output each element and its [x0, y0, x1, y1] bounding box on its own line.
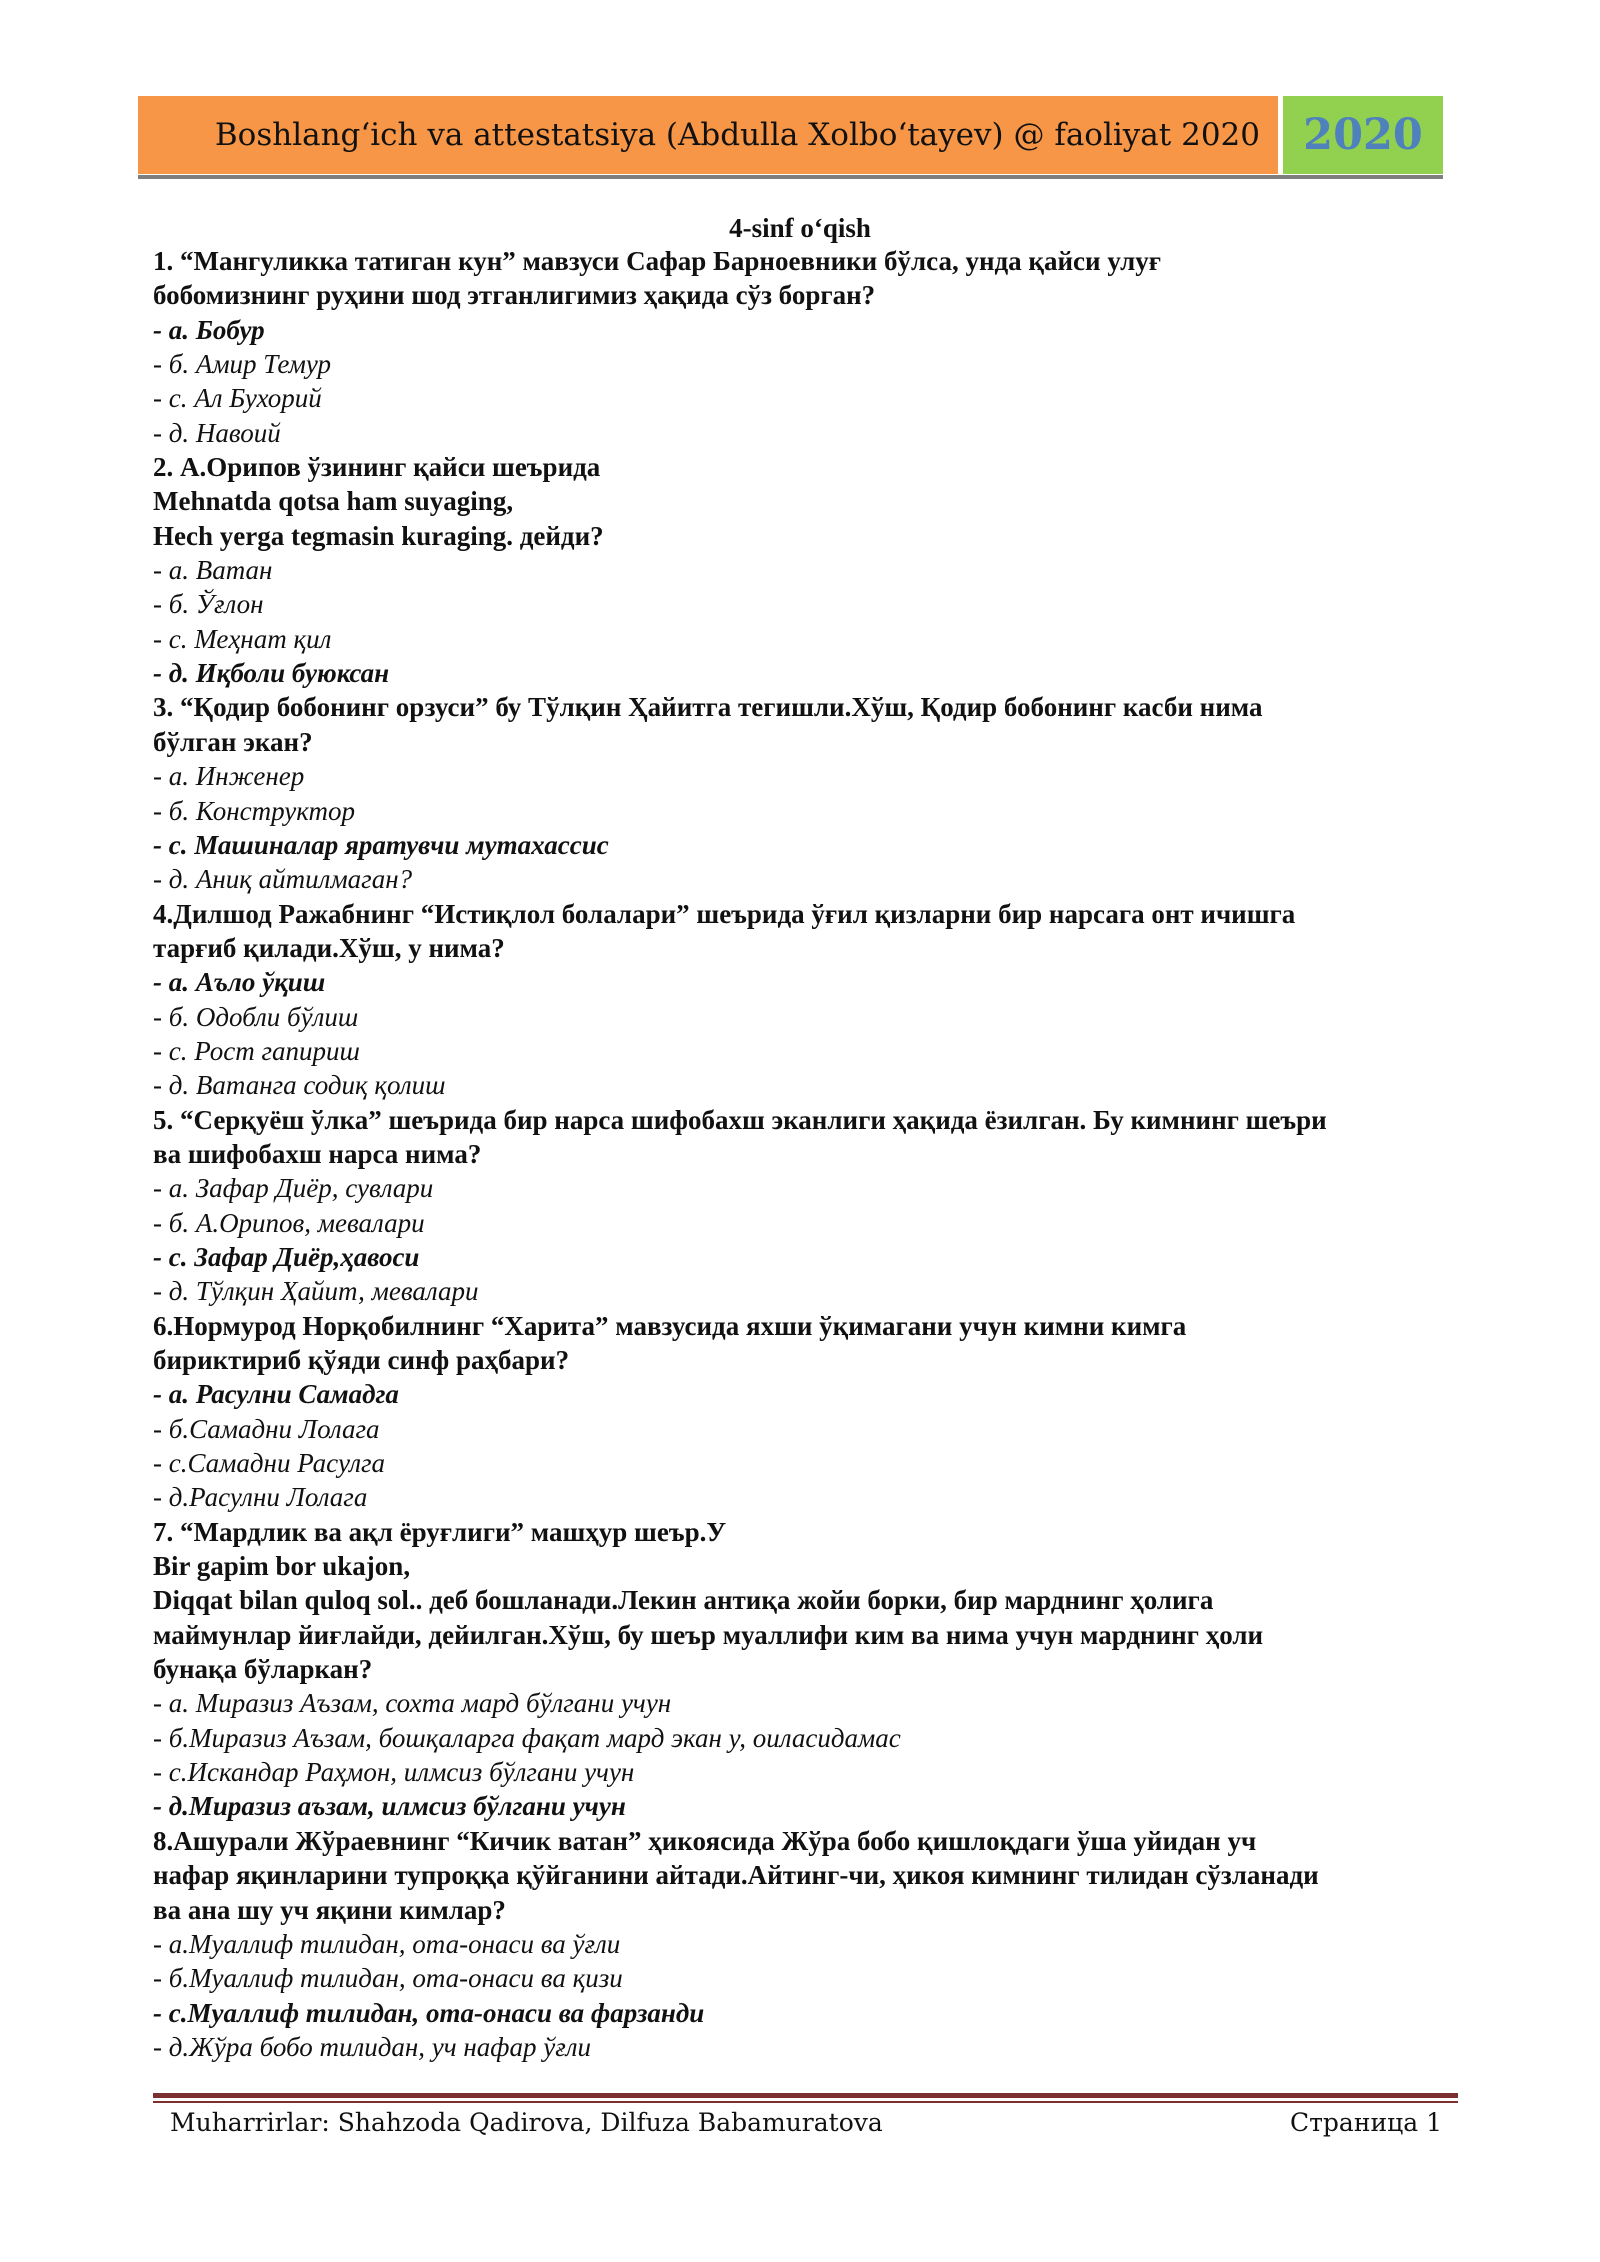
answer-option: - б.Миразиз Аъзам, бошқаларга фақат мард экан у, оиласидамас [153, 1722, 901, 1753]
answer-option: - а. Ватан [153, 555, 273, 586]
question-line: ва ана шу уч яқини кимлар? [153, 1894, 506, 1925]
question-line: маймунлар йиғлайди, дейилган.Хўш, бу шеър муаллифи ким ва нима учун марднинг ҳоли [153, 1619, 1264, 1650]
header-year: 2020 [1303, 110, 1423, 160]
answer-option: - а. Миразиз Аъзам, сохта мард бўлгани учун [153, 1688, 672, 1719]
answer-option-correct: - д. Иқболи буюксан [153, 658, 390, 689]
answer-option: - д.Расулни Лолага [153, 1482, 368, 1513]
answer-option: - с. Ал Бухорий [153, 383, 322, 414]
question-line: 7. “Мардлик ва ақл ёруғлиги” машҳур шеър.У [153, 1516, 727, 1547]
answer-option: - б. Одобли бўлиш [153, 1001, 359, 1032]
answer-option-correct: - д.Миразиз аъзам, илмсиз бўлгани учун [153, 1791, 626, 1822]
answer-option-correct: - а. Бобур [153, 314, 265, 345]
question-line: ва шифобахш нарса нима? [153, 1138, 482, 1169]
answer-option: - д. Ватанга содиқ қолиш [153, 1070, 446, 1101]
question-line: Bir gapim bor ukajon, [153, 1551, 411, 1582]
answer-option: - б.Самадни Лолага [153, 1413, 380, 1444]
footer-divider [153, 2093, 1458, 2098]
answer-option-correct: - с. Машиналар яратувчи мутахассис [153, 829, 609, 860]
question-line: 6.Нормурод Норқобилнинг “Харита” мавзусида яхши ўқимагани учун кимни кимга [153, 1310, 1187, 1341]
question-line: 5. “Серқуёш ўлка” шеърида бир нарса шифобахш эканлиги ҳақида ёзилган. Бу кимнинг шеъри [153, 1104, 1327, 1135]
question-line: бўлган экан? [153, 726, 313, 757]
answer-option: - с. Меҳнат қил [153, 623, 332, 654]
answer-option: - а. Зафар Диёр, сувлари [153, 1173, 434, 1204]
footer-editors: Muharrirlar: Shahzoda Qadirova, Dilfuza Babamuratova [170, 2108, 883, 2137]
answer-option: - б.Муаллиф тилидан, ота-онаси ва қизи [153, 1963, 623, 1994]
answer-option: - б. Ўғлон [153, 589, 264, 620]
answer-option-correct: - с. Зафар Диёр,ҳавоси [153, 1241, 420, 1272]
question-line: нафар яқинларини тупроққа қўйганини айтади.Айтинг-чи, ҳикоя кимнинг тилидан сўзланади [153, 1860, 1319, 1891]
answer-option: - д. Аниқ айтилмаган? [153, 864, 413, 895]
question-line: 4.Дилшод Ражабнинг “Истиқлол болалари” шеърида ўғил қизларни бир нарсага онт ичишга [153, 898, 1296, 929]
header-year-box [1283, 96, 1443, 174]
question-line: бириктириб қўяди синф раҳбари? [153, 1345, 570, 1375]
question-line: 1. “Мангуликка татиган кун” мавзуси Сафар Барноевники бўлса, унда қайси улуғ [153, 246, 1162, 276]
question-line: 8.Ашурали Жўраевнинг “Кичик ватан” ҳикоясида Жўра бобо қишлоқдаги ўша уйидан уч [153, 1825, 1257, 1856]
header-title-bar [138, 96, 1278, 174]
footer-divider-thin [153, 2101, 1458, 2103]
answer-option: - б. Амир Темур [153, 349, 332, 380]
page-header [138, 96, 1443, 174]
question-line: Mehnatda qotsa ham suyaging, [153, 486, 514, 517]
answer-option: - с.Самадни Расулга [153, 1448, 386, 1479]
answer-option: - д. Тўлқин Ҳайит, мевалари [153, 1276, 479, 1307]
answer-option: - б. А.Орипов, мевалари [153, 1207, 425, 1238]
answer-option-correct: - а. Аъло ўқиш [153, 967, 326, 998]
answer-option: - а.Муаллиф тилидан, ота-онаси ва ўғли [153, 1928, 621, 1959]
answer-option: - а. Инженер [153, 761, 305, 792]
answer-option: - с.Искандар Раҳмон, илмсиз бўлгани учун [153, 1757, 635, 1788]
answer-option: - д.Жўра бобо тилидан, уч нафар ўғли [153, 2031, 591, 2062]
question-line: тарғиб қилади.Хўш, у нима? [153, 932, 505, 963]
question-line: 3. “Қодир бобонинг орзуси” бу Тўлқин Ҳайитга тегишли.Хўш, Қодир бобонинг касби нима [153, 692, 1263, 723]
answer-option-correct: - а. Расулни Самадга [153, 1379, 399, 1410]
header-title: Boshlang‘ich va attestatsiya (Abdulla Xolbo‘tayev) @ faoliyat 2020 [214, 117, 1260, 153]
answer-option-correct: - с.Муаллиф тилидан, ота-онаси ва фарзанди [153, 1997, 705, 2028]
question-line: бунақа бўларкан? [153, 1654, 373, 1685]
answer-option: - с. Рост гапириш [153, 1035, 360, 1066]
question-line: Diqqat bilan quloq sol.. деб бошланади.Лекин антиқа жойи борки, бир марднинг ҳолига [153, 1585, 1214, 1616]
answer-option: - д. Навоий [153, 417, 281, 448]
question-line: 2. А.Орипов ўзининг қайси шеърида [153, 452, 601, 483]
question-line: Hech yerga tegmasin kuraging. дейди? [153, 520, 604, 551]
quiz-content [153, 244, 1453, 2064]
footer-page-number: Страница 1 [1289, 2108, 1442, 2137]
answer-option: - б. Конструктор [153, 795, 355, 826]
question-line: бобомизнинг руҳини шод этганлигимиз ҳақида сўз борган? [153, 280, 876, 311]
document-title: 4-sinf o‘qish [729, 213, 871, 243]
header-divider [138, 175, 1443, 179]
